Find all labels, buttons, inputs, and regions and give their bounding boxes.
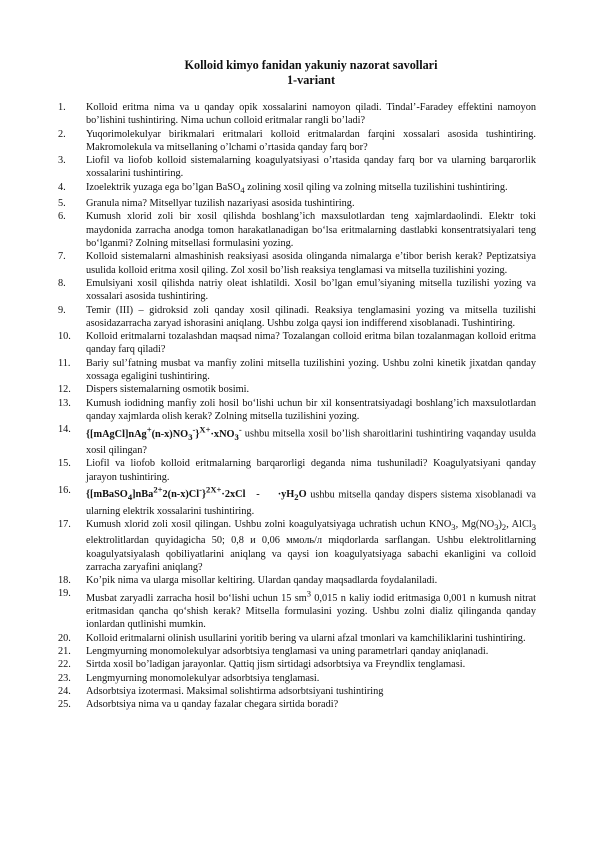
question-text: Dispers sistemalarning osmotik bosimi. [86,384,250,396]
variant-label: 1-variant [286,73,336,87]
question-number: 17. [58,518,71,530]
question-text: Kumush xlorid zoli bir xosil qilishda boshlang’ich maxsulotlardan teng xajmlardaolindi. Elektr toki maydonida zarracha anodga tomon harakatlanadigan bo‘lsa eritmalarning dastlabki konsentratsiyalari teng bo‘lganmi? Zolning mitsellasi formulasini yozing. [86,211,536,250]
question-number: 9. [58,304,66,316]
question-item [58,304,536,331]
micelle-formula: $\{[mAgCl]nAg^+(n-x)NO_3^-\}^{X+}\cdot xNO_3^-$ [86,424,242,442]
question-item [58,632,536,645]
page-title: Kolloid kimyo fanidan yakuniy nazorat savollari [184,58,438,72]
question-item [58,658,536,671]
question-number: 8. [58,277,66,289]
question-text: Lengmyurning monomolekulyar adsorbtsiya tenglamasi. [86,672,320,684]
question-text: Kumush iodidning manfiy zoli hosil bo‘lishi uchun bir xil konsentratsiyadagi boshlang’ich maxsulotlardan qanday xajmlarda olish kerak? Zolning mitsella tuzilishini yozing. [86,397,536,422]
question-item [58,197,536,210]
question-item [58,484,536,518]
question-text: Kolloid sistemalarni almashinish reaksiyasi asosida olinganda nimalarga e’tibor berish kerak? Peptizatsiya usulida kolloid eritma xosil qiling. Zol xosil bo’lish reaksiya tenglamasi va mitsella tuzilishini yozing. [86,251,536,276]
question-item [58,154,536,181]
question-item [58,587,536,631]
question-item [58,645,536,658]
question-item [58,250,536,277]
question-item [58,330,536,357]
question-number: 6. [58,211,66,223]
question-list [58,101,536,712]
question-item [58,574,536,587]
question-number: 16. [58,484,71,496]
question-text: $\{[mAgCl]nAg^+(n-x)NO_3^-\}^{X+}\cdot xNO_3^-$ ushbu mitsella xosil bo’lish sharoitlarini tushintiring vaqanday usulda xosil qilingan? [86,424,536,456]
question-number: 14. [58,424,71,436]
question-text: Bariy sul’fatning musbat va manfiy zolini mitsella tuzilishini yozing. Ushbu zolni kinetik jixatdan qanday xossaga egaligini tushintiring. [86,357,536,382]
question-item [58,277,536,304]
question-number: 7. [58,251,66,263]
question-number: 18. [58,575,71,587]
question-number: 5. [58,198,66,210]
question-number: 2. [58,128,66,140]
question-text: Emulsiyani xosil qilishda natriy oleat ishlatildi. Xosil bo’lgan emul’siyaning mitsella tuzilishi yozing va xossalari asosida tushintiring. [86,277,536,303]
question-text: Adsorbtsiya izotermasi. Maksimal solishtirma adsorbtsiyani tushintiring [86,685,384,697]
question-text: Granula nima? Mitsellyar tuzilish nazariyasi asosida tushintiring. [86,198,355,210]
question-number: 25. [58,699,71,711]
question-number: 21. [58,646,71,658]
question-item [58,181,536,197]
question-number: 24. [58,685,71,697]
question-text: {[mBaSO$_4$]nBa$^{2+}$2(n-x)Cl-}$^{2X+}$·2xCl - $\cdot yH_2O$ ushbu mitsella qanday dispers sistema xisoblanadi va ularning elektrik xossalarini tushintiring. [86,484,536,517]
question-item [58,383,536,396]
question-number: 20. [58,632,71,644]
question-number: 12. [58,384,71,396]
question-text: Liofil va liofob kolloid sistemalarning koagulyatsiyasi o’rtasida qanday farq bor va ularning barqarorlik xossalarini tushintiring. [86,155,536,180]
question-item [58,672,536,685]
question-item [58,423,536,457]
question-item [58,101,536,128]
question-text: Kumush xlorid zoli xosil qilingan. Ushbu zolni koagulyatsiyaga uchratish uchun $KNO_3$, $Mg(NO_3)_2$, AlCl$_3$ elektrolitlardan quyidagicha 50; 0,8 и 0,06 ммоль/л miqdorlarda sarflangan. Ushbu elektrolitlarning koagulyatsiyalash qobiliyatlarini aniqlang va qaysi ion koagulyatsiyaga sabachi ekanligini va colloid zarracha zaryafini aniqlang? [86,518,536,573]
question-text: Izoelektrik yuzaga ega bo’lgan BaSO$_4$ zolining xosil qiling va zolning mitsella tuzilishini tushintiring. [86,181,508,195]
question-item [58,698,536,711]
question-number: 3. [58,155,66,167]
question-text: Lengmyurning monomolekulyar adsorbtsiya tenglamasi va uning parametrlari qanday aniqlanadi. [86,646,489,658]
question-number: 19. [58,588,71,600]
question-number: 4. [58,181,66,193]
question-number: 22. [58,659,71,671]
question-number: 13. [58,397,71,409]
question-item [58,210,536,250]
question-item [58,397,536,424]
question-text: Kolloid eritmalarni tozalashdan maqsad nima? Tozalangan colloid eritma bilan tozalanmagan kolloid eritma qanday farq qiladi? [86,331,536,356]
question-text: Temir (III) – gidroksid zoli qanday xosil qilinadi. Reaksiya tenglamasini yozing va mitsella tuzilishi asosidazarracha zaryad ishorasini aniqlang. Ushbu zolga qaysi ion indifferend xisoblanadi. Tushintiring. [86,304,536,329]
question-item [58,518,536,574]
micelle-formula: {[mBaSO$_4$]nBa$^{2+}$2(n-x)Cl-}$^{2X+}$·2xCl - $\cdot yH_2O$ [86,484,307,503]
question-number: 11. [58,357,71,369]
question-text: Musbat zaryadli zarracha hosil bo‘lishi uchun 15 $sm^3$ 0,015 n kaliy iodid eritmasiga 0,001 n kumush nitrat eritmasidan qancha qo‘shish kerak? Mitsella formulasini yozing. Ushbu zolni dializ qilinganda qanday ionlardan qutlinishi mumkin. [86,588,536,631]
question-number: 15. [58,458,71,470]
question-text: Kolloid eritma nima va u qanday opik xossalarini namoyon qiladi. Tindal’-Faradey effektini namoyon bo’lishini tushintiring. Nima uchun colloid eritmalar rangli bo’ladi? [86,102,536,127]
question-number: 10. [58,331,71,343]
question-text: Ko’pik nima va ularga misollar keltiring. Ulardan qanday maqsadlarda foydalaniladi. [86,575,438,587]
question-text: Kolloid eritmalarni olinish usullarini yoritib bering va ularni afzal tmonlari va kamchiliklarini tushintiring. [86,632,526,644]
question-number: 23. [58,672,71,684]
question-number: 1. [58,102,66,113]
question-item [58,685,536,698]
question-text: Yuqorimolekulyar birikmalari eritmalari kolloid eritmalardan farqini xossalari asosida tushintiring. Makromolekula va mitsellaning o’lchami o’rtasida qanday farq bor? [86,128,536,153]
question-text: Adsorbtsiya nima va u qanday fazalar chegara sirtida boradi? [86,699,339,711]
question-text: Sirtda xosil bo’ladigan jarayonlar. Qattiq jism sirtidagi adsorbtsiya va Freyndlix tenglamasi. [86,659,466,671]
question-item [58,128,536,155]
question-item [58,357,536,384]
question-text: Liofil va liofob kolloid eritmalarning barqarorligi deganda nima tushuniladi? Koagulyatsiyani qanday jarayon tushintiring. [86,458,536,483]
question-item [58,457,536,484]
